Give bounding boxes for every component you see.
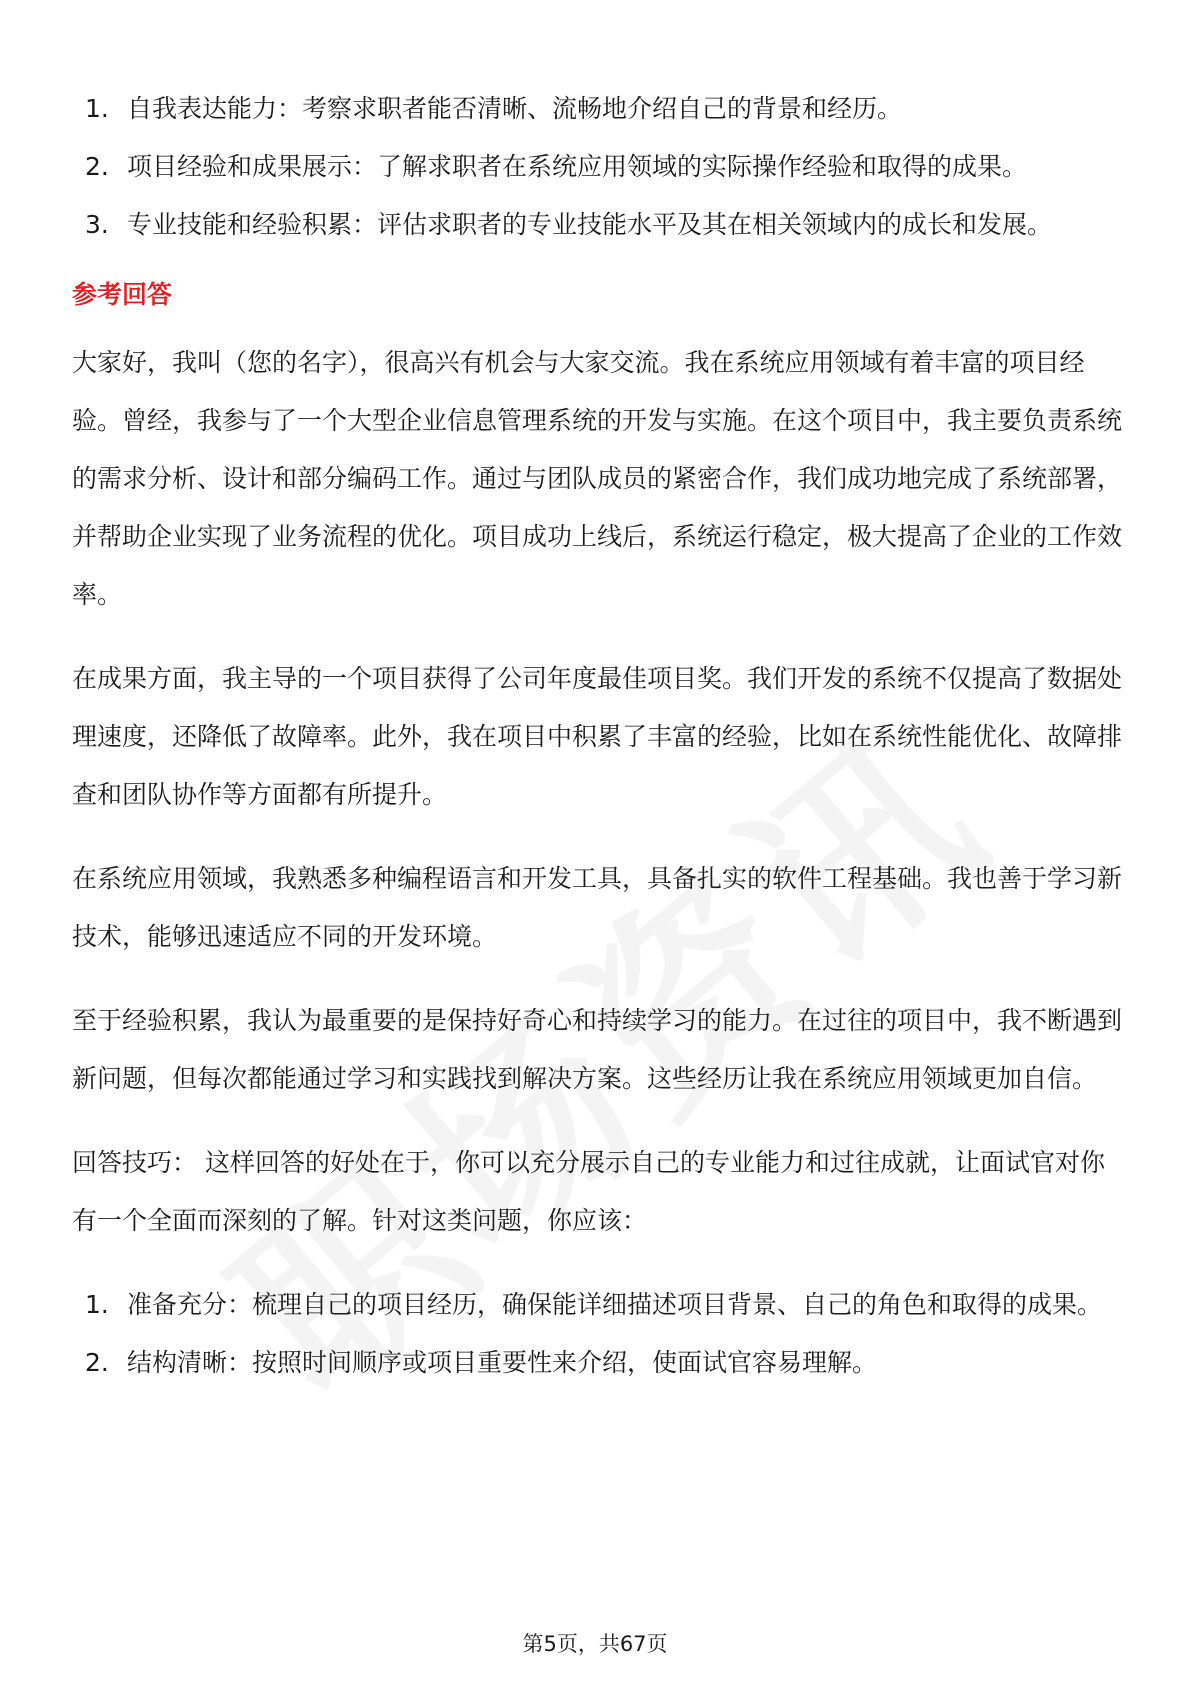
list-text: 自我表达能力：考察求职者能否清晰、流畅地介绍自己的背景和经历。 xyxy=(127,94,903,123)
paragraph: 在成果方面，我主导的一个项目获得了公司年度最佳项目奖。我们开发的系统不仅提高了数据处理速度，还降低了故障率。此外，我在项目中积累了丰富的经验，比如在系统性能优化、故障排查和团队协作等方面都有所提升。 xyxy=(72,664,1123,809)
paragraph: 大家好，我叫（您的名字），很高兴有机会与大家交流。我在系统应用领域有着丰富的项目经验。曾经，我参与了一个大型企业信息管理系统的开发与实施。在这个项目中，我主要负责系统的需求分析、设计和部分编码工作。通过与团队成员的紧密合作，我们成功地完成了系统部署，并帮助企业实现了业务流程的优化。项目成功上线后，系统运行稳定，极大提高了企业的工作效率。 xyxy=(72,348,1123,609)
paragraph: 至于经验积累，我认为最重要的是保持好奇心和持续学习的能力。在过往的项目中，我不断遇到新问题，但每次都能通过学习和实践找到解决方案。这些经历让我在系统应用领域更加自信。 xyxy=(72,1006,1123,1093)
paragraph: 回答技巧： 这样回答的好处在于，你可以充分展示自己的专业能力和过往成就，让面试官对你有一个全面而深刻的了解。针对这类问题，你应该： xyxy=(72,1148,1105,1235)
list-number: 3. xyxy=(85,210,109,239)
list-item xyxy=(72,80,1122,138)
paragraph: 在系统应用领域，我熟悉多种编程语言和开发工具，具备扎实的软件工程基础。我也善于学习新技术，能够迅速适应不同的开发环境。 xyxy=(72,864,1123,951)
list-number: 2. xyxy=(85,1348,109,1377)
list-text: 准备充分：梳理自己的项目经历，确保能详细描述项目背景、自己的角色和取得的成果。 xyxy=(127,1290,1103,1319)
page-footer: 第5页，共67页 xyxy=(522,1632,668,1656)
page-content xyxy=(72,80,1122,1392)
section-title: 参考回答 xyxy=(72,280,173,309)
tips-list xyxy=(72,1276,1122,1392)
list-item xyxy=(72,1334,1122,1392)
list-number: 2. xyxy=(85,152,109,181)
list-text: 结构清晰：按照时间顺序或项目重要性来介绍，使面试官容易理解。 xyxy=(127,1348,878,1377)
list-item xyxy=(72,1276,1122,1334)
list-item xyxy=(72,196,1122,254)
list-item xyxy=(72,138,1122,196)
list-number: 1. xyxy=(85,94,109,123)
list-text: 项目经验和成果展示：了解求职者在系统应用领域的实际操作经验和取得的成果。 xyxy=(127,152,1028,181)
list-text: 专业技能和经验积累：评估求职者的专业技能水平及其在相关领域内的成长和发展。 xyxy=(127,210,1053,239)
list-number: 1. xyxy=(85,1290,109,1319)
question-focus-list xyxy=(72,80,1122,254)
